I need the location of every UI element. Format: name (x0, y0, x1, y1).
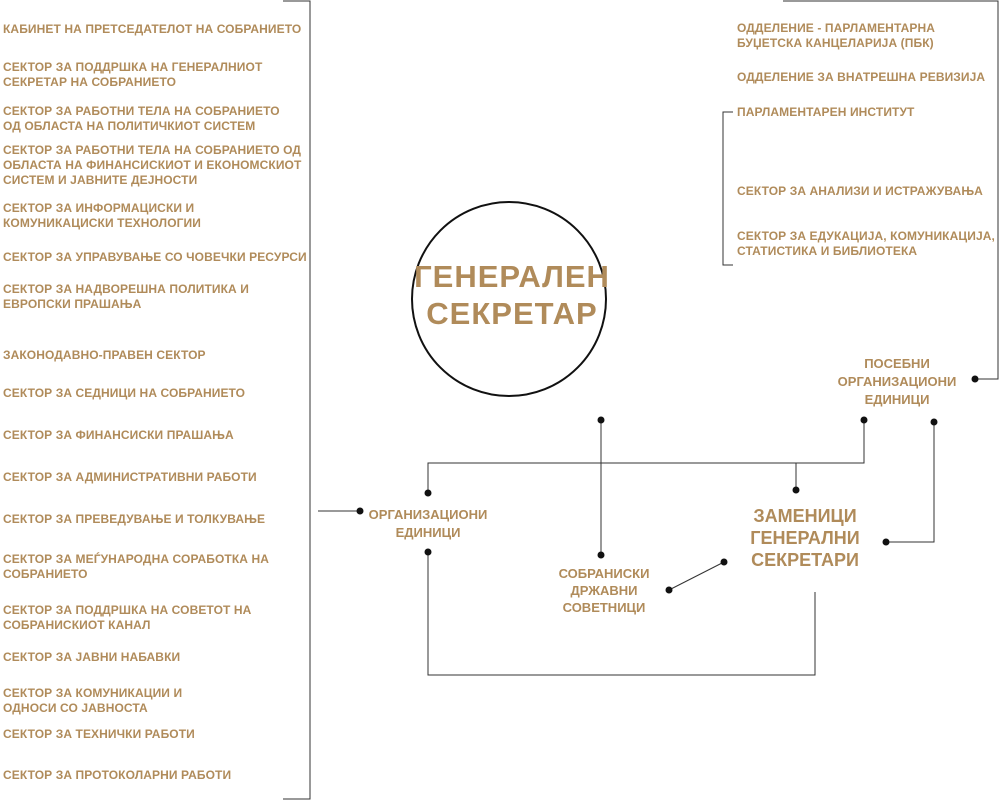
node-line: ОРГАНИЗАЦИОНИ (368, 507, 488, 522)
left-sector-item: СЕКТОР ЗА ЈАВНИ НАБАВКИ (3, 650, 181, 664)
left-sector-item: ЗАКОНОДАВНО-ПРАВЕН СЕКТОР (3, 348, 206, 362)
node-line: СОБРАНИСКИ (558, 566, 650, 581)
right-unit-item: ОДДЕЛЕНИЕ - ПАРЛАМЕНТАРНА БУЏЕТСКА КАНЦЕЛАРИЈА (ПБК) (737, 21, 936, 50)
node-line: ДРЖАВНИ (570, 583, 638, 598)
dot-deputy-left (721, 559, 728, 566)
dot-secretary (598, 417, 605, 424)
node-line: ОРГАНИЗАЦИОНИ (837, 374, 957, 389)
left-sector-item: СЕКТОР ЗА ПРЕВЕДУВАЊЕ И ТОЛКУВАЊЕ (3, 512, 266, 526)
right-unit-item: ОДДЕЛЕНИЕ ЗА ВНАТРЕШНА РЕВИЗИЈА (737, 70, 986, 84)
dot-deputy-top (793, 487, 800, 494)
node-line: СОВЕТНИЦИ (562, 600, 646, 615)
left-sector-item: СЕКТОР ЗА НАДВОРЕШНА ПОЛИТИКА И ЕВРОПСКИ ПРАШАЊА (3, 282, 249, 311)
dot-advisors-top (598, 552, 605, 559)
left-sector-item: СЕКТОР ЗА АДМИНИСТРАТИВНИ РАБОТИ (3, 470, 257, 484)
general-secretary-title (412, 258, 612, 332)
node-line: ЕДИНИЦИ (395, 525, 461, 540)
parliamentary-advisors-node (545, 565, 663, 616)
general-secretary-title-line1: ГЕНЕРАЛЕН (414, 259, 610, 294)
left-sector-item: КАБИНЕТ НА ПРЕТСЕДАТЕЛОТ НА СОБРАНИЕТО (3, 22, 302, 36)
left-sector-item: СЕКТОР ЗА РАБОТНИ ТЕЛА НА СОБРАНИЕТО ОД ОБЛАСТА НА ФИНАНСИСКИОТ И ЕКОНОМСКИОТ СИСТЕМ И ЈАВНИТЕ ДЕЈНОСТИ (3, 143, 302, 187)
left-sector-item: СЕКТОР ЗА КОМУНИКАЦИИ И ОДНОСИ СО ЈАВНОСТА (3, 686, 183, 715)
left-sector-item: СЕКТОР ЗА РАБОТНИ ТЕЛА НА СОБРАНИЕТО ОД ОБЛАСТА НА ПОЛИТИЧКИОТ СИСТЕМ (3, 104, 280, 133)
node-line: ЗАМЕНИЦИ (753, 506, 857, 526)
left-sector-item: СЕКТОР ЗА ПРОТОКОЛАРНИ РАБОТИ (3, 768, 232, 782)
right-unit-item: ПАРЛАМЕНТАРЕН ИНСТИТУТ (737, 105, 915, 119)
node-line: СЕКРЕТАРИ (751, 550, 859, 570)
left-sector-item: СЕКТОР ЗА СЕДНИЦИ НА СОБРАНИЕТО (3, 386, 246, 400)
dot-special-units-right2 (931, 419, 938, 426)
special-units-node (822, 355, 972, 409)
left-sector-item: СЕКТОР ЗА МЕЃУНАРОДНА СОРАБОТКА НА СОБРАНИЕТО (3, 552, 270, 581)
left-sector-item: СЕКТОР ЗА ПОДДРШКА НА ГЕНЕРАЛНИОТ СЕКРЕТАР НА СОБРАНИЕТО (3, 60, 263, 89)
left-sector-item: СЕКТОР ЗА УПРАВУВАЊЕ СО ЧОВЕЧКИ РЕСУРСИ (3, 250, 307, 264)
dot-org-units-top (425, 490, 432, 497)
connector-advisors-deputy (669, 562, 724, 590)
left-sector-item: СЕКТОР ЗА ТЕХНИЧКИ РАБОТИ (3, 727, 195, 741)
right-unit-item: СЕКТОР ЗА АНАЛИЗИ И ИСТРАЖУВАЊА (737, 184, 983, 198)
dot-special-units-top (861, 417, 868, 424)
dot-deputy-right (883, 539, 890, 546)
node-line: ЕДИНИЦИ (864, 392, 930, 407)
left-sector-item: СЕКТОР ЗА ИНФОРМАЦИСКИ И КОМУНИКАЦИСКИ ТЕХНОЛОГИИ (3, 201, 201, 230)
left-sector-item: СЕКТОР ЗА ПОДДРШКА НА СОВЕТОТ НА СОБРАНИСКИОТ КАНАЛ (3, 603, 252, 632)
organizational-units-node (362, 506, 494, 542)
dot-org-units-bottom (425, 549, 432, 556)
general-secretary-title-line2: СЕКРЕТАР (426, 296, 598, 331)
left-sector-item: СЕКТОР ЗА ФИНАНСИСКИ ПРАШАЊА (3, 428, 234, 442)
institute-bracket (723, 112, 733, 265)
node-line: ПОСЕБНИ (864, 356, 930, 371)
node-line: ГЕНЕРАЛНИ (750, 528, 860, 548)
connector-special-units-top (428, 420, 864, 493)
right-unit-item: СЕКТОР ЗА ЕДУКАЦИЈА, КОМУНИКАЦИЈА, СТАТИСТИКА И БИБЛИОТЕКА (737, 229, 995, 258)
dot-advisors-right (666, 587, 673, 594)
dot-special-units-right (972, 376, 979, 383)
deputy-secretaries-node (735, 505, 875, 571)
connector-special-units-deputy (886, 422, 934, 542)
